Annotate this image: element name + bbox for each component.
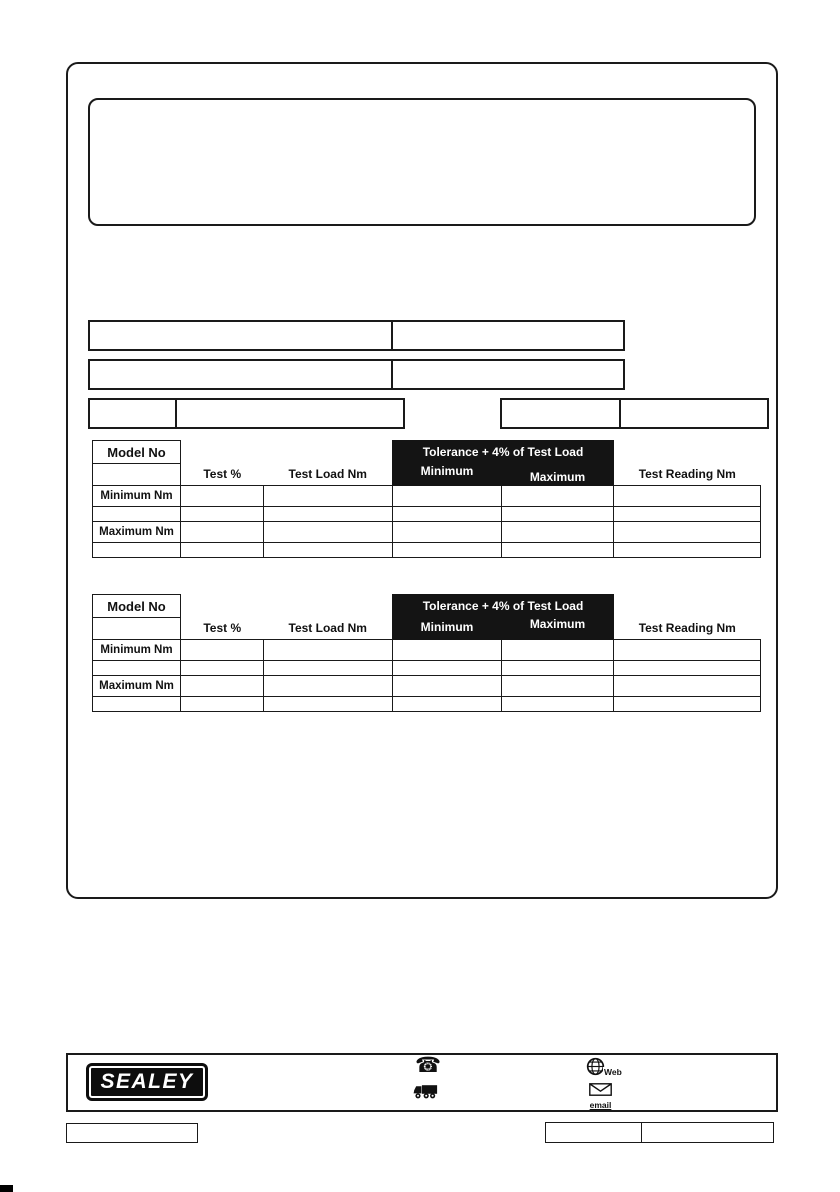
table-cell	[614, 640, 761, 661]
footer-left-box	[66, 1123, 198, 1143]
model-no-header: Model No	[93, 441, 181, 464]
test-table-2	[92, 594, 761, 712]
table-cell	[393, 486, 502, 507]
table-cell	[502, 543, 614, 558]
table-cell	[93, 697, 181, 712]
table-cell	[502, 661, 614, 676]
table-cell	[614, 697, 761, 712]
test-load-header: Test Load Nm	[288, 467, 367, 482]
minimum-nm-row-label: Minimum Nm	[93, 486, 181, 507]
test-reading-header: Test Reading Nm	[638, 467, 736, 482]
table-cell	[264, 486, 393, 507]
info-field	[88, 320, 393, 351]
globe-icon	[586, 1057, 620, 1079]
footer-bar	[66, 1053, 778, 1112]
table-cell	[264, 640, 393, 661]
table-cell	[181, 486, 264, 507]
maximum-header: Maximum	[502, 618, 614, 640]
table-cell	[181, 661, 264, 676]
info-row-2	[88, 359, 625, 390]
truck-icon	[412, 1083, 439, 1105]
info-field	[88, 398, 177, 429]
table-cell	[614, 507, 761, 522]
table-cell	[502, 676, 614, 697]
info-field	[175, 398, 405, 429]
info-field	[619, 398, 769, 429]
table-cell	[264, 661, 393, 676]
info-row-1	[88, 320, 625, 351]
spacer	[614, 441, 761, 464]
spacer	[181, 595, 393, 618]
page-corner-mark	[0, 1185, 13, 1192]
info-row-3-left	[88, 398, 405, 429]
header-box	[88, 98, 756, 226]
table-cell	[181, 522, 264, 543]
table-cell	[502, 486, 614, 507]
test-load-header: Test Load Nm	[288, 621, 367, 636]
tolerance-header: Tolerance + 4% of Test Load	[393, 595, 614, 618]
sealey-logo	[86, 1063, 208, 1101]
table-cell	[614, 486, 761, 507]
table-cell	[393, 676, 502, 697]
table-cell	[502, 697, 614, 712]
sealey-logo-text: SEALEY	[100, 1070, 194, 1093]
minimum-header: Minimum	[393, 464, 502, 486]
table-cell	[614, 661, 761, 676]
table-cell	[614, 522, 761, 543]
test-pct-header: Test %	[203, 467, 242, 482]
table-cell	[264, 676, 393, 697]
table-cell	[181, 676, 264, 697]
footer-right-box-cell	[642, 1123, 773, 1142]
table-cell	[614, 676, 761, 697]
table-cell	[181, 507, 264, 522]
info-field	[391, 320, 625, 351]
table-cell	[264, 522, 393, 543]
table-cell	[181, 697, 264, 712]
footer-right-box-cell	[546, 1123, 642, 1142]
test-pct-header: Test %	[203, 621, 242, 636]
table-cell	[264, 507, 393, 522]
info-field	[500, 398, 621, 429]
web-label: Web	[604, 1067, 622, 1077]
model-no-field	[93, 618, 181, 640]
maximum-nm-row-label: Maximum Nm	[93, 522, 181, 543]
table-cell	[93, 661, 181, 676]
email-icon	[589, 1083, 612, 1110]
minimum-header: Minimum	[393, 618, 502, 640]
table-cell	[93, 507, 181, 522]
info-field	[88, 359, 393, 390]
test-table-1	[92, 440, 761, 558]
table-cell	[181, 640, 264, 661]
table-cell	[264, 543, 393, 558]
table-cell	[393, 661, 502, 676]
email-label: email	[589, 1100, 612, 1110]
model-no-field	[93, 464, 181, 486]
footer-right-box	[545, 1122, 774, 1143]
table-cell	[393, 507, 502, 522]
tolerance-header: Tolerance + 4% of Test Load	[393, 441, 614, 464]
spacer	[181, 441, 393, 464]
table-cell	[393, 543, 502, 558]
minimum-nm-row-label: Minimum Nm	[93, 640, 181, 661]
spacer	[614, 595, 761, 618]
table-cell	[393, 522, 502, 543]
model-no-header: Model No	[93, 595, 181, 618]
test-reading-header: Test Reading Nm	[638, 621, 736, 636]
table-cell	[502, 507, 614, 522]
table-cell	[264, 697, 393, 712]
table-cell	[502, 640, 614, 661]
table-cell	[93, 543, 181, 558]
table-cell	[393, 697, 502, 712]
maximum-header: Maximum	[502, 464, 614, 486]
info-field	[391, 359, 625, 390]
phone-icon: ☎	[415, 1054, 442, 1077]
maximum-nm-row-label: Maximum Nm	[93, 676, 181, 697]
table-cell	[181, 543, 264, 558]
info-row-3-right	[500, 398, 769, 429]
table-cell	[502, 522, 614, 543]
table-cell	[614, 543, 761, 558]
table-cell	[393, 640, 502, 661]
